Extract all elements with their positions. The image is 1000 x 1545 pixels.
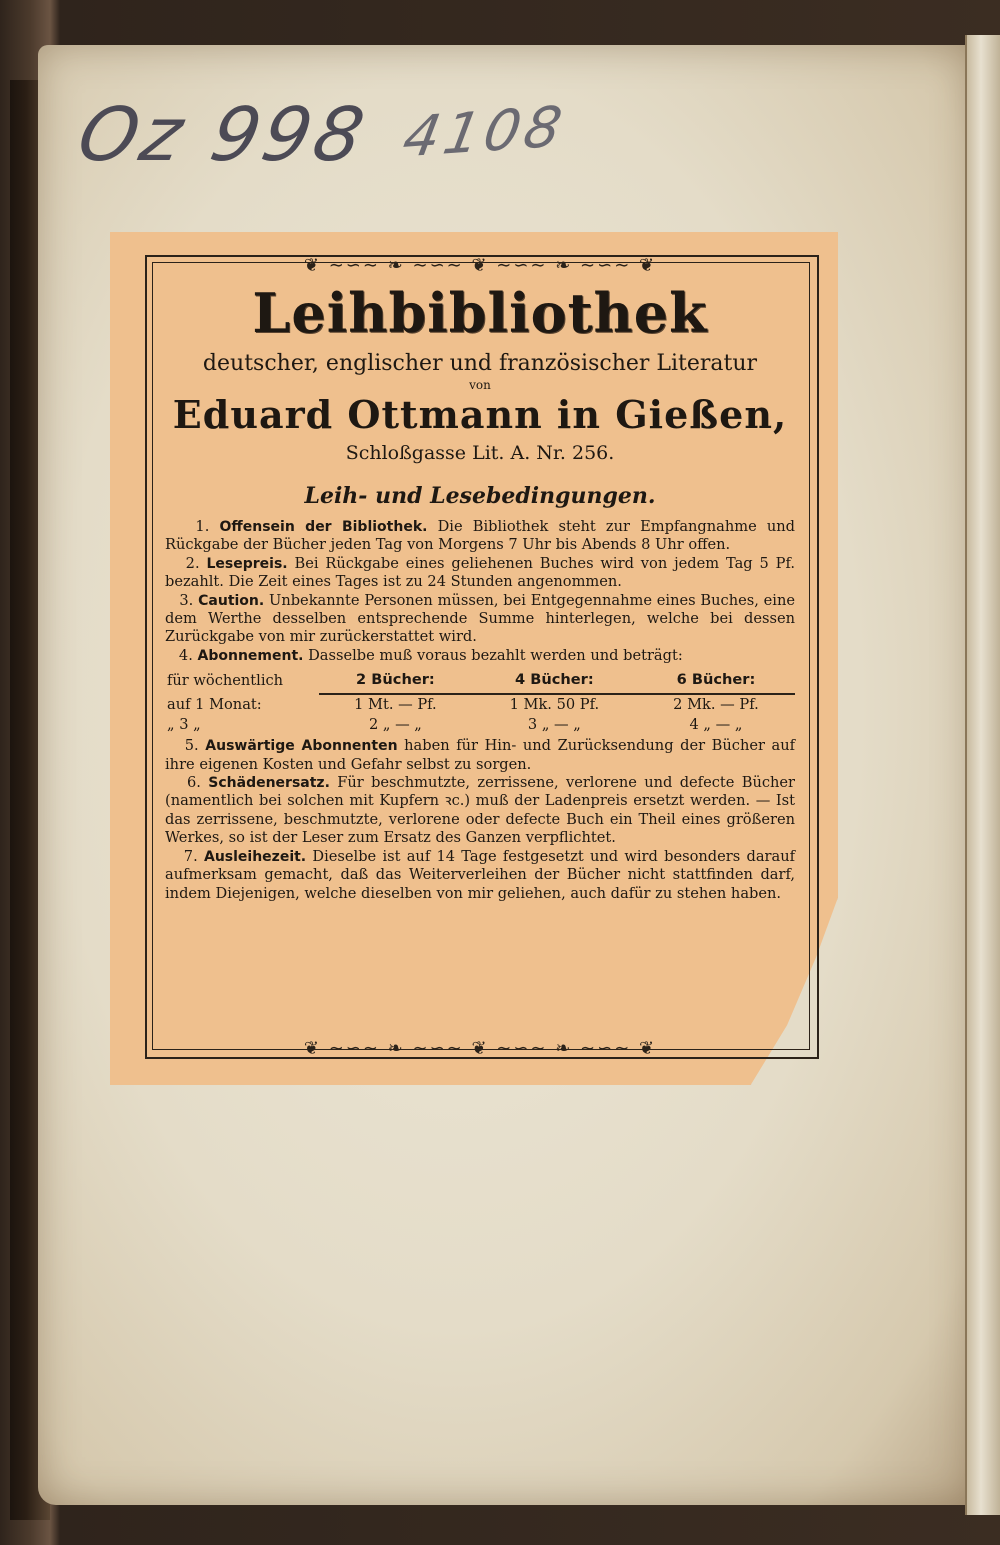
ornament-bottom: ❦ ∼∽∼ ❧ ∼∽∼ ❦ ∼∽∼ ❧ ∼∽∼ ❦ xyxy=(303,1038,657,1059)
label-subtitle: deutscher, englischer und französischer Literatur xyxy=(202,351,758,376)
label-von: von xyxy=(469,378,491,392)
handwritten-number: 4108 xyxy=(397,94,571,171)
table-row: auf 1 Monat: 1 Mt. — Pf. 1 Mk. 50 Pf. 2 Mk. — Pf. xyxy=(167,695,759,714)
condition-item: 7. Ausleihezeit. Dieselbe ist auf 14 Tage festgesetzt und wird besonders darauf aufmerksam gemacht, daß das Weiterverleihen der Bücher nicht stattfinden darf, indem Diejenigen, welche dieselben von mir geliehen, auch dafür zu stehen haben. xyxy=(165,847,796,902)
condition-item: 2. Lesepreis. Bei Rückgabe eines geliehenen Buches wird von jedem Tag 5 Pf. bezahlt. Die Zeit eines Tages ist zu 24 Stunden angenommen. xyxy=(165,554,796,591)
table-row-label: für wöchentlich xyxy=(167,671,284,689)
label-title: Leihbibliothek xyxy=(252,281,708,345)
table-row: „ 3 „ 2 „ — „ 3 „ — „ 4 „ — „ xyxy=(167,716,743,734)
table-header: 6 Bücher: xyxy=(637,667,795,694)
proprietor-address: Schloßgasse Lit. A. Nr. 256. xyxy=(345,442,615,464)
ornament-top: ❦ ∼∽∼ ❧ ∼∽∼ ❦ ∼∽∼ ❧ ∼∽∼ ❦ xyxy=(303,255,657,276)
table-header: 4 Bücher: xyxy=(472,667,637,694)
condition-item: 6. Schädenersatz. Für beschmutzte, zerrissene, verlorene und defecte Bücher (namentlich bei solchen mit Kupfern ꝛc.) muß der Ladenpreis ersetzt werden. — Ist das zerrissene, beschmutzte, verlorene oder defecte Buch ein Theil eines größeren Werkes, so ist der Leser zum Ersatz des Ganzen verpflichtet. xyxy=(165,774,796,847)
condition-item: 3. Caution. Unbekannte Personen müssen, bei Entgegennahme eines Buches, eine dem Werthe desselben entsprechende Summe hinterlegen, welche bei dessen Zurückgabe von mir zurückerstattet wird. xyxy=(165,591,795,646)
abonnement-table xyxy=(165,667,795,735)
condition-item: 1. Offensein der Bibliothek. Die Bibliothek steht zur Empfangnahme und Rückgabe der Bücher jeden Tag von Morgens 7 Uhr bis Abends 8 Uhr offen. xyxy=(165,518,796,554)
condition-item: 5. Auswärtige Abonnenten haben für Hin- und Zurücksendung der Bücher auf ihre eigenen Kosten und Gefahr selbst zu sorgen. xyxy=(165,737,796,773)
label-content xyxy=(165,280,795,903)
page-edge xyxy=(965,35,1000,1515)
conditions-heading: Leih- und Lesebedingungen. xyxy=(304,483,656,509)
handwritten-shelfmark: Oz 998 xyxy=(70,92,375,178)
table-header: 2 Bücher: xyxy=(319,667,472,694)
proprietor-name: Eduard Ottmann in Gießen, xyxy=(172,392,788,437)
condition-item: 4. Abonnement. Dasselbe muß voraus bezahlt werden und beträgt: xyxy=(178,646,683,664)
